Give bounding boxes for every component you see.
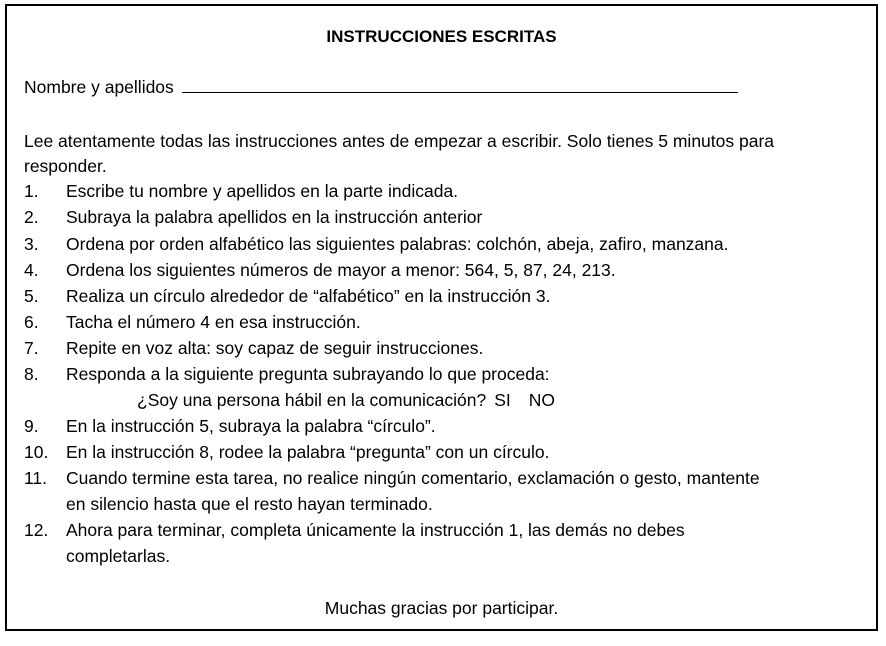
item-text-continuation: completarlas. [66, 546, 171, 566]
item-text: Escribe tu nombre y apellidos en la parte indicada. [66, 181, 459, 201]
document-frame [5, 4, 878, 631]
question-text: ¿Soy una persona hábil en la comunicación? [137, 390, 487, 410]
item-number: 11. [24, 468, 48, 488]
item-number: 1. [24, 181, 39, 201]
intro-line-2: responder. [24, 156, 107, 176]
item-text: Repite en voz alta: soy capaz de seguir instrucciones. [66, 338, 484, 358]
item-number: 6. [24, 312, 39, 332]
option-yes[interactable]: SI [494, 390, 511, 410]
item-number: 7. [24, 338, 39, 358]
intro-line-1: Lee atentamente todas las instrucciones antes de empezar a escribir. Solo tienes 5 minutos para [24, 131, 775, 151]
item-number: 4. [24, 260, 39, 280]
option-no[interactable]: NO [528, 390, 556, 410]
item-text: Ahora para terminar, completa únicamente la instrucción 1, las demás no debes [66, 520, 685, 540]
item-text: En la instrucción 5, subraya la palabra “círculo”. [66, 416, 436, 436]
document-title: INSTRUCCIONES ESCRITAS [326, 27, 557, 46]
item-text: Cuando termine esta tarea, no realice ningún comentario, exclamación o gesto, mantente [66, 468, 760, 488]
name-blank-field[interactable] [182, 75, 738, 93]
item-text: Ordena por orden alfabético las siguientes palabras: colchón, abeja, zafiro, manzana. [66, 234, 729, 254]
item-text: Responda a la siguiente pregunta subrayando lo que proceda: [66, 364, 550, 384]
item-number: 2. [24, 207, 39, 227]
closing-text: Muchas gracias por participar. [324, 598, 559, 618]
name-label: Nombre y apellidos [24, 77, 174, 97]
item-number: 9. [24, 416, 39, 436]
question-line [137, 389, 555, 411]
item-text: Tacha el número 4 en esa instrucción. [66, 312, 361, 332]
name-line [24, 75, 738, 98]
item-text: Subraya la palabra apellidos en la instrucción anterior [66, 207, 483, 227]
item-text-continuation: en silencio hasta que el resto hayan terminado. [66, 494, 433, 514]
item-text: En la instrucción 8, rodee la palabra “pregunta” con un círculo. [66, 442, 550, 462]
item-number: 12. [24, 520, 49, 540]
item-number: 10. [24, 442, 49, 462]
item-number: 8. [24, 364, 39, 384]
item-text: Realiza un círculo alrededor de “alfabético” en la instrucción 3. [66, 286, 551, 306]
item-text: Ordena los siguientes números de mayor a menor: 564, 5, 87, 24, 213. [66, 260, 616, 280]
item-number: 3. [24, 234, 39, 254]
item-number: 5. [24, 286, 39, 306]
